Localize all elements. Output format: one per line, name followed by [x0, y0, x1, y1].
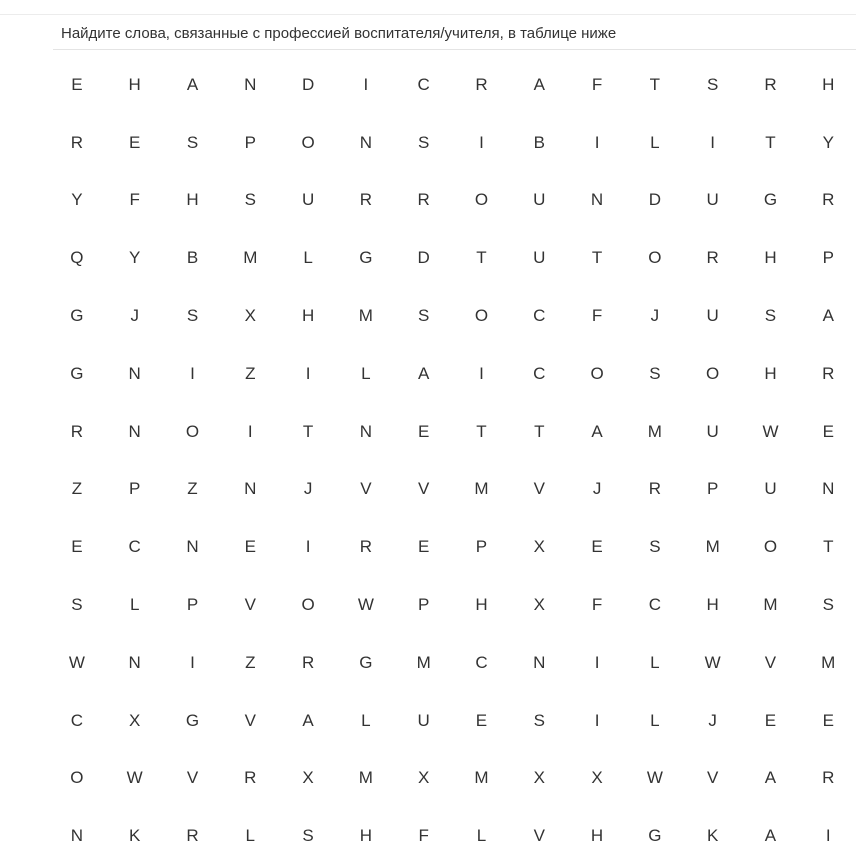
- grid-cell: N: [359, 132, 373, 152]
- grid-cell: P: [129, 479, 141, 499]
- grid-cell: X: [129, 710, 141, 730]
- top-divider: [0, 14, 856, 15]
- grid-cell: K: [706, 826, 719, 846]
- grid-cell: O: [648, 248, 662, 268]
- grid-cell: N: [128, 652, 141, 672]
- grid-cell: V: [764, 652, 777, 672]
- grid-cell: R: [706, 248, 719, 268]
- grid-cell: A: [764, 826, 777, 846]
- grid-cell: U: [706, 306, 719, 326]
- grid-cell: M: [821, 652, 836, 672]
- grid-cell: W: [704, 652, 721, 672]
- grid-cell: E: [418, 537, 430, 557]
- grid-cell: I: [305, 363, 311, 383]
- grid-cell: O: [590, 363, 604, 383]
- grid-cell: N: [533, 652, 546, 672]
- grid-cell: M: [358, 306, 373, 326]
- grid-cell: A: [533, 74, 545, 94]
- grid-cell: P: [822, 248, 834, 268]
- grid-cell: V: [706, 768, 719, 788]
- grid-cell: V: [418, 479, 430, 499]
- grid-cell: N: [822, 479, 835, 499]
- grid-cell: G: [185, 710, 200, 730]
- grid-row: [48, 634, 856, 692]
- grid-cell: X: [302, 768, 314, 788]
- grid-cell: N: [590, 190, 604, 210]
- grid-cell: T: [534, 421, 545, 441]
- grid-row: [48, 114, 856, 172]
- grid-row: [48, 56, 856, 114]
- grid-cell: D: [417, 248, 430, 268]
- grid-cell: R: [244, 768, 257, 788]
- grid-cell: H: [764, 363, 777, 383]
- grid-row: [48, 229, 856, 287]
- grid-cell: B: [186, 248, 199, 268]
- grid-cell: U: [301, 190, 315, 210]
- grid-cell: M: [416, 652, 431, 672]
- grid-cell: E: [129, 132, 141, 152]
- grid-cell: C: [533, 363, 546, 383]
- grid-cell: S: [649, 537, 661, 557]
- grid-cell: R: [764, 74, 777, 94]
- grid-cell: H: [590, 826, 604, 846]
- grid-cell: S: [186, 306, 199, 326]
- grid-cell: R: [417, 190, 430, 210]
- grid-cell: Z: [71, 479, 83, 499]
- grid-cell: F: [591, 306, 603, 326]
- grid-cell: L: [650, 652, 660, 672]
- grid-cell: J: [130, 306, 139, 326]
- grid-cell: E: [418, 421, 430, 441]
- grid-cell: H: [301, 306, 315, 326]
- grid-cell: J: [650, 306, 660, 326]
- grid-cell: Y: [71, 190, 83, 210]
- grid-cell: I: [594, 652, 600, 672]
- grid-cell: S: [764, 306, 777, 326]
- grid-cell: Z: [245, 363, 256, 383]
- grid-cell: W: [357, 595, 374, 615]
- grid-cell: N: [244, 479, 257, 499]
- grid-cell: C: [417, 74, 430, 94]
- grid-row: [48, 692, 856, 750]
- letter-grid: [48, 56, 856, 850]
- grid-cell: H: [764, 248, 777, 268]
- grid-cell: W: [762, 421, 779, 441]
- grid-cell: X: [591, 768, 603, 788]
- grid-cell: S: [418, 306, 430, 326]
- grid-cell: E: [71, 74, 83, 94]
- grid-row: [48, 576, 856, 634]
- grid-cell: Z: [187, 479, 198, 499]
- grid-cell: I: [305, 537, 311, 557]
- grid-row: [48, 287, 856, 345]
- grid-cell: S: [302, 826, 314, 846]
- grid-cell: O: [474, 306, 489, 326]
- grid-cell: T: [302, 421, 314, 441]
- grid-cell: L: [476, 826, 487, 846]
- grid-cell: E: [822, 710, 834, 730]
- grid-cell: G: [648, 826, 662, 846]
- grid-cell: U: [706, 190, 719, 210]
- grid-cell: M: [647, 421, 662, 441]
- grid-cell: M: [474, 479, 489, 499]
- grid-cell: C: [70, 710, 84, 730]
- header-divider: [53, 49, 856, 50]
- grid-cell: O: [185, 421, 200, 441]
- grid-cell: X: [418, 768, 430, 788]
- grid-row: [48, 172, 856, 230]
- grid-row: [48, 518, 856, 576]
- grid-cell: R: [822, 363, 835, 383]
- grid-cell: L: [303, 248, 313, 268]
- grid-cell: U: [706, 421, 719, 441]
- grid-cell: P: [186, 595, 199, 615]
- grid-cell: O: [474, 190, 489, 210]
- grid-row: [48, 461, 856, 519]
- grid-cell: I: [710, 132, 716, 152]
- grid-cell: I: [479, 363, 484, 383]
- grid-cell: E: [71, 537, 83, 557]
- grid-cell: U: [533, 248, 546, 268]
- instruction-text: Найдите слова, связанные с профессией воспитателя/учителя, в таблице ниже: [61, 25, 617, 42]
- grid-row: [48, 403, 856, 461]
- grid-cell: A: [822, 306, 834, 326]
- grid-cell: N: [186, 537, 199, 557]
- grid-cell: V: [186, 768, 199, 788]
- grid-cell: I: [190, 363, 195, 383]
- grid-cell: R: [359, 190, 373, 210]
- grid-cell: R: [186, 826, 199, 846]
- grid-cell: S: [649, 363, 661, 383]
- grid-cell: O: [706, 363, 720, 383]
- grid-row: [48, 807, 856, 850]
- grid-cell: M: [763, 595, 778, 615]
- grid-cell: I: [594, 132, 600, 152]
- grid-cell: Y: [129, 248, 141, 268]
- grid-cell: A: [302, 710, 314, 730]
- grid-cell: R: [70, 132, 84, 152]
- grid-cell: U: [417, 710, 430, 730]
- grid-cell: R: [822, 768, 835, 788]
- grid-cell: C: [648, 595, 661, 615]
- grid-cell: W: [646, 768, 663, 788]
- grid-cell: I: [479, 132, 484, 152]
- grid-cell: R: [822, 190, 835, 210]
- grid-cell: C: [475, 652, 488, 672]
- grid-cell: R: [475, 74, 488, 94]
- grid-cell: I: [190, 652, 195, 672]
- grid-cell: A: [418, 363, 430, 383]
- grid-cell: G: [70, 363, 84, 383]
- grid-cell: F: [418, 826, 429, 846]
- grid-cell: L: [361, 710, 371, 730]
- grid-cell: G: [70, 306, 84, 326]
- grid-cell: H: [706, 595, 719, 615]
- grid-cell: N: [70, 826, 84, 846]
- grid-cell: A: [764, 768, 777, 788]
- grid-cell: F: [591, 74, 603, 94]
- grid-cell: Q: [70, 248, 84, 268]
- grid-cell: O: [763, 537, 778, 557]
- grid-cell: D: [301, 74, 315, 94]
- grid-cell: U: [764, 479, 777, 499]
- grid-cell: X: [533, 768, 545, 788]
- grid-cell: D: [648, 190, 661, 210]
- grid-cell: O: [70, 768, 84, 788]
- grid-cell: R: [648, 479, 661, 499]
- grid-cell: I: [363, 74, 369, 94]
- grid-cell: T: [765, 132, 776, 152]
- grid-cell: H: [475, 595, 488, 615]
- grid-row: [48, 345, 856, 403]
- grid-cell: Y: [822, 132, 834, 152]
- grid-cell: G: [359, 652, 373, 672]
- grid-cell: P: [706, 479, 719, 499]
- grid-cell: T: [476, 248, 487, 268]
- grid-cell: S: [533, 710, 545, 730]
- grid-cell: S: [71, 595, 83, 615]
- grid-cell: I: [594, 710, 600, 730]
- grid-cell: Z: [245, 652, 256, 672]
- grid-cell: E: [475, 710, 488, 730]
- grid-cell: X: [533, 537, 545, 557]
- grid-cell: H: [359, 826, 373, 846]
- grid-cell: F: [129, 190, 140, 210]
- grid-cell: V: [244, 710, 256, 730]
- grid-cell: J: [708, 710, 717, 730]
- grid-cell: C: [128, 537, 141, 557]
- grid-cell: V: [244, 595, 256, 615]
- grid-cell: K: [129, 826, 141, 846]
- grid-cell: P: [244, 132, 256, 152]
- grid-cell: M: [358, 768, 373, 788]
- grid-cell: V: [533, 826, 545, 846]
- grid-cell: E: [822, 421, 834, 441]
- grid-cell: R: [359, 537, 373, 557]
- grid-cell: F: [591, 595, 603, 615]
- grid-cell: N: [128, 363, 141, 383]
- grid-cell: S: [186, 132, 199, 152]
- grid-cell: S: [706, 74, 719, 94]
- grid-cell: L: [129, 595, 140, 615]
- grid-cell: J: [303, 479, 313, 499]
- grid-cell: O: [301, 132, 315, 152]
- grid-cell: T: [591, 248, 603, 268]
- grid-cell: I: [247, 421, 253, 441]
- grid-cell: E: [244, 537, 256, 557]
- grid-cell: N: [128, 421, 141, 441]
- grid-cell: T: [476, 421, 487, 441]
- grid-cell: O: [301, 595, 315, 615]
- grid-cell: X: [244, 306, 256, 326]
- grid-cell: W: [68, 652, 85, 672]
- grid-cell: L: [650, 132, 660, 152]
- grid-cell: T: [823, 537, 834, 557]
- grid-cell: C: [533, 306, 546, 326]
- grid-row: [48, 750, 856, 808]
- grid-cell: G: [763, 190, 778, 210]
- grid-cell: N: [244, 74, 257, 94]
- grid-cell: U: [533, 190, 546, 210]
- grid-cell: M: [705, 537, 720, 557]
- grid-cell: P: [418, 595, 430, 615]
- grid-cell: S: [822, 595, 834, 615]
- grid-cell: M: [243, 248, 258, 268]
- grid-cell: H: [822, 74, 835, 94]
- grid-cell: N: [359, 421, 373, 441]
- grid-cell: R: [301, 652, 315, 672]
- grid-cell: S: [418, 132, 430, 152]
- grid-cell: L: [361, 363, 371, 383]
- grid-cell: V: [360, 479, 372, 499]
- grid-cell: A: [186, 74, 199, 94]
- grid-cell: E: [764, 710, 777, 730]
- grid-cell: A: [591, 421, 603, 441]
- grid-cell: S: [244, 190, 256, 210]
- grid-cell: I: [825, 826, 831, 846]
- grid-cell: E: [591, 537, 603, 557]
- grid-cell: H: [186, 190, 199, 210]
- grid-cell: R: [70, 421, 84, 441]
- grid-cell: X: [533, 595, 545, 615]
- grid-cell: G: [359, 248, 373, 268]
- grid-cell: M: [474, 768, 489, 788]
- grid-cell: P: [475, 537, 488, 557]
- grid-cell: V: [533, 479, 545, 499]
- grid-cell: T: [649, 74, 661, 94]
- grid-cell: H: [128, 74, 141, 94]
- grid-cell: J: [592, 479, 602, 499]
- grid-cell: L: [650, 710, 660, 730]
- grid-cell: W: [126, 768, 143, 788]
- grid-cell: B: [533, 132, 545, 152]
- grid-cell: L: [245, 826, 256, 846]
